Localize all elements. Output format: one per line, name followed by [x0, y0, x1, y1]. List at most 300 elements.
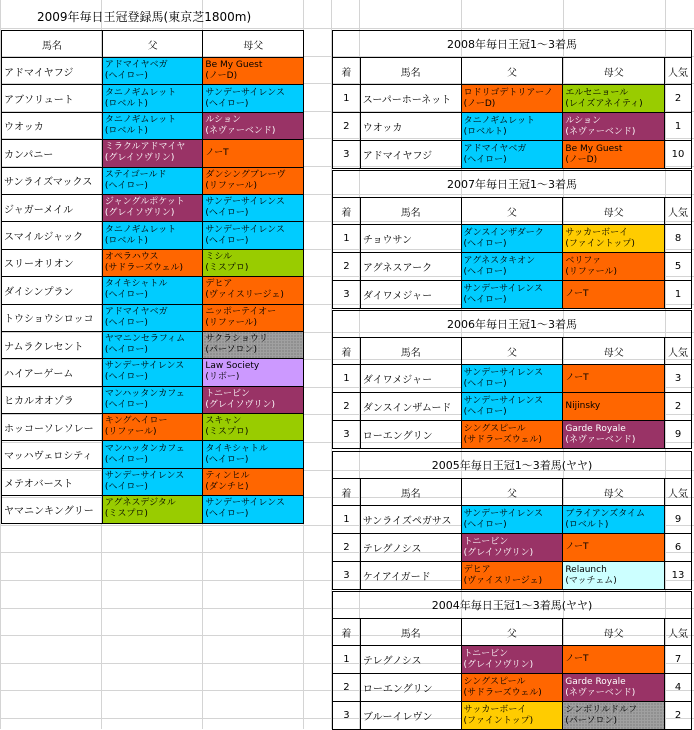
- dam-sire-cell[interactable]: [563, 534, 665, 562]
- dam-sire-cell-line: (ヘイロー): [205, 208, 249, 219]
- horse-row[interactable]: [2, 359, 304, 386]
- column-header[interactable]: 馬名: [360, 479, 461, 506]
- horse-name-cell[interactable]: チョウサン: [360, 225, 461, 253]
- dam-sire-cell[interactable]: [203, 167, 304, 194]
- sire-cell-name: サンデーサイレンス: [104, 361, 185, 372]
- sire-cell-name: マンハッタンカフェ: [104, 443, 185, 454]
- sire-cell[interactable]: [461, 421, 563, 449]
- dam-sire-cell-line: (ネヴァーベンド): [565, 687, 636, 698]
- sire-cell-name: アドマイヤベガ: [104, 306, 168, 317]
- column-header[interactable]: 母父: [563, 479, 665, 506]
- sire-cell[interactable]: [102, 496, 203, 523]
- horse-row[interactable]: [2, 194, 304, 221]
- column-header[interactable]: 母父: [563, 58, 665, 85]
- dam-sire-cell-line: (マッチェム): [565, 575, 617, 586]
- dam-sire-cell-line: (ヘイロー): [205, 235, 249, 246]
- dam-sire-cell-name: Law Society: [205, 361, 260, 372]
- sire-cell[interactable]: [102, 249, 203, 276]
- sire-cell[interactable]: [461, 253, 563, 281]
- result-row[interactable]: [333, 253, 692, 281]
- dam-sire-cell[interactable]: [563, 141, 665, 169]
- sire-cell[interactable]: [461, 281, 563, 309]
- dam-sire-cell-line: (ミスプロ): [205, 427, 249, 438]
- section-title-row: [333, 592, 692, 619]
- dam-sire-cell-name: ニッポーテイオー: [205, 306, 277, 317]
- finish-position-cell[interactable]: 3: [333, 562, 361, 590]
- sire-cell-line: (ロベルト): [463, 126, 507, 137]
- result-row[interactable]: [333, 702, 692, 730]
- dam-sire-cell-name: サッカーボーイ: [565, 227, 629, 238]
- finish-position-cell[interactable]: 1: [333, 225, 361, 253]
- horse-row[interactable]: [2, 222, 304, 249]
- dam-sire-cell-name: Be My Guest: [565, 143, 623, 154]
- popularity-cell[interactable]: 13: [665, 562, 692, 590]
- dam-sire-cell[interactable]: [563, 113, 665, 141]
- dam-sire-cell[interactable]: [563, 393, 665, 421]
- dam-sire-cell[interactable]: [203, 441, 304, 468]
- horse-name-cell[interactable]: サンライズペガサス: [360, 506, 461, 534]
- horse-row[interactable]: [2, 386, 304, 413]
- sheet-title: 2009年毎日王冠登録馬(東京芝1800m): [37, 10, 252, 24]
- dam-sire-cell-line: (ファイントップ): [565, 238, 635, 249]
- horse-name-cell[interactable]: スマイルジャック: [2, 222, 103, 249]
- horse-name-cell[interactable]: ジャガーメイル: [2, 194, 103, 221]
- column-header[interactable]: 着: [333, 479, 361, 506]
- dam-sire-cell-line: (グレイソヴリン): [205, 399, 275, 410]
- horse-name-cell[interactable]: スリーオリオン: [2, 249, 103, 276]
- horse-name-cell[interactable]: ハイアーゲーム: [2, 359, 103, 386]
- dam-sire-cell[interactable]: [203, 222, 304, 249]
- dam-sire-cell-line: (ヘイロー): [205, 98, 249, 109]
- column-header[interactable]: 人気: [665, 619, 692, 646]
- sire-cell-name: シングスピール: [463, 676, 526, 687]
- column-header[interactable]: 馬名: [360, 619, 461, 646]
- dam-sire-cell[interactable]: [563, 421, 665, 449]
- sire-cell-line: (ヘイロー): [104, 290, 148, 301]
- popularity-cell[interactable]: 3: [665, 365, 692, 393]
- sire-cell[interactable]: [102, 112, 203, 139]
- horse-name-cell[interactable]: ローエングリン: [360, 421, 461, 449]
- dam-sire-cell-line: (パーソロン): [565, 715, 617, 726]
- finish-position-cell[interactable]: 2: [333, 253, 361, 281]
- sire-cell-name: アグネスタキオン: [463, 255, 536, 266]
- result-row[interactable]: [333, 365, 692, 393]
- horse-name-cell[interactable]: ウオッカ: [2, 112, 103, 139]
- dam-sire-cell-name: ノーT: [565, 654, 589, 664]
- horse-name-cell[interactable]: スーパーホーネット: [360, 85, 461, 113]
- sire-cell-line: (ヘイロー): [463, 294, 507, 305]
- horse-name-cell[interactable]: ヒカルオオゾラ: [2, 386, 103, 413]
- dam-sire-cell-line: (ネヴァーベンド): [205, 125, 276, 136]
- horse-name-cell[interactable]: ホッコーソレソレー: [2, 414, 103, 441]
- dam-sire-cell-name: ダンシングブレーヴ: [205, 169, 286, 180]
- header-row: [2, 31, 304, 58]
- horse-name-cell[interactable]: ウオッカ: [360, 113, 461, 141]
- dam-sire-cell-name: サンデーサイレンス: [205, 197, 285, 208]
- section-title-row: [333, 452, 692, 479]
- dam-sire-cell[interactable]: [203, 331, 304, 358]
- dam-sire-cell-name: ノーT: [565, 373, 589, 383]
- dam-sire-cell-name: ミシル: [205, 251, 233, 262]
- header-row: [333, 58, 692, 85]
- dam-sire-cell-line: (ネヴァーベンド): [565, 434, 636, 445]
- column-header[interactable]: 父: [461, 619, 563, 646]
- popularity-cell[interactable]: 9: [665, 506, 692, 534]
- horse-row[interactable]: [2, 277, 304, 304]
- sire-cell[interactable]: [102, 222, 203, 249]
- dam-sire-cell[interactable]: [203, 194, 304, 221]
- popularity-cell[interactable]: 5: [665, 253, 692, 281]
- horse-row[interactable]: [2, 140, 304, 167]
- sire-cell-name: サンデーサイレンス: [463, 283, 543, 294]
- horse-name-cell[interactable]: マッハヴェロシティ: [2, 441, 103, 468]
- sire-cell-name: ヤマニンセラフィム: [104, 334, 186, 345]
- sire-cell-name: シングスピール: [463, 423, 526, 434]
- dam-sire-cell[interactable]: [203, 85, 304, 112]
- result-row[interactable]: [333, 225, 692, 253]
- column-header[interactable]: 父: [102, 31, 203, 58]
- dam-sire-cell[interactable]: [563, 674, 665, 702]
- sire-cell[interactable]: [102, 359, 203, 386]
- sire-cell[interactable]: [461, 113, 563, 141]
- sire-cell-name: マンハッタンカフェ: [104, 388, 185, 399]
- sire-cell-name: ミラクルアドマイヤ: [104, 142, 186, 153]
- sire-cell-name: サッカーボーイ: [463, 704, 527, 715]
- horse-name-cell[interactable]: テレグノシス: [360, 534, 461, 562]
- horse-name-cell[interactable]: ダンスインザムード: [360, 393, 461, 421]
- sire-cell[interactable]: [102, 140, 203, 167]
- section-title-row: [333, 311, 692, 338]
- finish-position-cell[interactable]: 3: [333, 421, 361, 449]
- sire-cell-line: (ロベルト): [104, 235, 148, 246]
- sire-cell-name: キングヘイロー: [104, 416, 168, 427]
- dam-sire-cell-line: (ダンチヒ): [205, 482, 249, 493]
- section-title[interactable]: 2007年毎日王冠1～3着馬: [333, 171, 692, 198]
- sire-cell-line: (ヘイロー): [463, 378, 507, 389]
- section-title[interactable]: 2008年毎日王冠1～3着馬: [333, 31, 692, 58]
- sire-cell[interactable]: [102, 331, 203, 358]
- sire-cell-name: ジャングルポケット: [104, 197, 185, 208]
- sire-cell-name: アドマイヤベガ: [463, 143, 527, 154]
- dam-sire-cell-name: ルション: [205, 114, 242, 125]
- result-row[interactable]: [333, 562, 692, 590]
- column-header[interactable]: 人気: [665, 198, 692, 225]
- sire-cell-line: (ヘイロー): [463, 154, 507, 165]
- sire-cell[interactable]: [461, 534, 563, 562]
- horse-name-cell[interactable]: アドマイヤフジ: [2, 58, 103, 85]
- horse-row[interactable]: [2, 304, 304, 331]
- horse-name-cell[interactable]: メテオバースト: [2, 468, 103, 495]
- dam-sire-cell-line: (ノーD): [565, 154, 598, 165]
- header-row: [333, 338, 692, 365]
- column-header[interactable]: 着: [333, 58, 361, 85]
- sire-cell[interactable]: [461, 85, 563, 113]
- sire-cell-line: (ヴァイスリージェ): [463, 575, 543, 586]
- horse-name-cell[interactable]: ダイシンプラン: [2, 277, 103, 304]
- finish-position-cell[interactable]: 1: [333, 85, 361, 113]
- sire-cell[interactable]: [461, 141, 563, 169]
- horse-name-cell[interactable]: アグネスアーク: [360, 253, 461, 281]
- sire-cell[interactable]: [461, 562, 563, 590]
- sire-cell-name: サンデーサイレンス: [463, 395, 544, 406]
- sire-cell-line: (ヘイロー): [104, 399, 148, 410]
- dam-sire-cell[interactable]: [563, 702, 665, 730]
- horse-row[interactable]: [2, 58, 304, 85]
- sire-cell[interactable]: [461, 702, 563, 730]
- dam-sire-cell-line: (リボー): [205, 372, 240, 383]
- sire-cell-line: (グレイソヴリン): [104, 153, 175, 164]
- horse-name-cell[interactable]: ナムラクレセント: [2, 331, 103, 358]
- result-row[interactable]: [333, 506, 692, 534]
- horse-name-cell[interactable]: カンパニー: [2, 140, 103, 167]
- dam-sire-cell[interactable]: [563, 646, 665, 674]
- dam-sire-cell[interactable]: [203, 249, 304, 276]
- dam-sire-cell-name: スキャン: [205, 416, 242, 427]
- dam-sire-cell[interactable]: [563, 562, 665, 590]
- sire-cell-line: (グレイソヴリン): [463, 547, 534, 558]
- horse-row[interactable]: [2, 414, 304, 441]
- horse-name-cell[interactable]: アドマイヤフジ: [360, 141, 461, 169]
- finish-position-cell[interactable]: 2: [333, 113, 361, 141]
- sire-cell-name: ロドリゴデトリアーノ: [463, 87, 553, 98]
- column-header[interactable]: 人気: [665, 338, 692, 365]
- result-row[interactable]: [333, 85, 692, 113]
- popularity-cell[interactable]: 6: [665, 534, 692, 562]
- column-header[interactable]: 人気: [665, 58, 692, 85]
- dam-sire-cell-name: エルセニョール: [565, 87, 629, 98]
- popularity-cell[interactable]: 9: [665, 421, 692, 449]
- horse-row[interactable]: [2, 112, 304, 139]
- sire-cell[interactable]: [102, 58, 203, 85]
- results-table-2: [332, 310, 692, 449]
- sire-cell-name: トニービン: [463, 536, 509, 547]
- dam-sire-cell-line: (パーソロン): [205, 345, 258, 356]
- horse-row[interactable]: [2, 441, 304, 468]
- popularity-cell[interactable]: 8: [665, 225, 692, 253]
- dam-sire-cell-name: ノーT: [565, 289, 589, 299]
- horse-name-cell[interactable]: ダイワメジャー: [360, 281, 461, 309]
- dam-sire-cell[interactable]: [563, 85, 665, 113]
- horse-row[interactable]: [2, 496, 304, 523]
- sire-cell-line: (サドラーズウェル): [463, 687, 542, 698]
- sire-cell-line: (リファール): [104, 427, 157, 438]
- sire-cell[interactable]: [461, 225, 563, 253]
- sire-cell-name: オペラハウス: [104, 251, 159, 262]
- horse-name-cell[interactable]: ダイワメジャー: [360, 365, 461, 393]
- finish-position-cell[interactable]: 3: [333, 281, 361, 309]
- result-row[interactable]: [333, 113, 692, 141]
- column-header[interactable]: 馬名: [360, 338, 461, 365]
- dam-sire-cell-name: ノーT: [205, 147, 229, 158]
- horse-name-cell[interactable]: ローエングリン: [360, 674, 461, 702]
- sire-cell[interactable]: [102, 386, 203, 413]
- sire-cell-name: デヒア: [463, 564, 491, 575]
- sire-cell-line: (ヘイロー): [463, 519, 507, 530]
- dam-sire-cell[interactable]: [203, 386, 304, 413]
- horse-name-cell[interactable]: トウショウシロッコ: [2, 304, 103, 331]
- sire-cell[interactable]: [102, 304, 203, 331]
- sire-cell[interactable]: [102, 468, 203, 495]
- dam-sire-cell[interactable]: [563, 365, 665, 393]
- sire-cell-name: ダンスインザダーク: [463, 227, 544, 238]
- result-row[interactable]: [333, 393, 692, 421]
- dam-sire-cell[interactable]: [203, 304, 304, 331]
- horse-row[interactable]: [2, 249, 304, 276]
- column-header[interactable]: 母父: [563, 338, 665, 365]
- dam-sire-cell[interactable]: [563, 506, 665, 534]
- finish-position-cell[interactable]: 2: [333, 674, 361, 702]
- header-row: [333, 479, 692, 506]
- dam-sire-cell-line: (ヘイロー): [205, 454, 249, 465]
- popularity-cell[interactable]: 2: [665, 702, 692, 730]
- sire-cell-line: (ヘイロー): [104, 345, 148, 356]
- result-row[interactable]: [333, 674, 692, 702]
- result-row[interactable]: [333, 646, 692, 674]
- dam-sire-cell-name: Garde Royale: [565, 676, 626, 687]
- dam-sire-cell-name: ベリファ: [565, 255, 602, 266]
- sire-cell[interactable]: [461, 365, 563, 393]
- horse-row[interactable]: [2, 85, 304, 112]
- dam-sire-cell-line: (ミスプロ): [205, 262, 249, 273]
- horse-name-cell[interactable]: ケイアイガード: [360, 562, 461, 590]
- sire-cell[interactable]: [461, 393, 563, 421]
- column-header[interactable]: 母父: [563, 619, 665, 646]
- finish-position-cell[interactable]: 1: [333, 365, 361, 393]
- dam-sire-cell[interactable]: [203, 112, 304, 139]
- dam-sire-cell[interactable]: [203, 277, 304, 304]
- sire-cell[interactable]: [102, 441, 203, 468]
- sire-cell[interactable]: [461, 646, 563, 674]
- column-header[interactable]: 着: [333, 198, 361, 225]
- dam-sire-cell[interactable]: [563, 253, 665, 281]
- popularity-cell[interactable]: 4: [665, 674, 692, 702]
- dam-sire-cell[interactable]: [563, 281, 665, 309]
- dam-sire-cell[interactable]: [203, 58, 304, 85]
- sire-cell-name: タニノギムレット: [104, 114, 177, 125]
- dam-sire-cell-name: Nijinsky: [565, 401, 601, 411]
- results-table-0: [332, 30, 692, 169]
- column-header[interactable]: 馬名: [360, 198, 461, 225]
- column-header[interactable]: 母父: [563, 198, 665, 225]
- result-row[interactable]: [333, 534, 692, 562]
- popularity-cell[interactable]: 10: [665, 141, 692, 169]
- dam-sire-cell[interactable]: [203, 468, 304, 495]
- column-header[interactable]: 父: [461, 338, 563, 365]
- horse-name-cell[interactable]: テレグノシス: [360, 646, 461, 674]
- column-header[interactable]: 母父: [203, 31, 304, 58]
- dam-sire-cell[interactable]: [203, 414, 304, 441]
- sire-cell-line: (サドラーズウェル): [104, 262, 184, 273]
- horse-name-cell[interactable]: ヤマニンキングリー: [2, 496, 103, 523]
- dam-sire-cell-name: Be My Guest: [205, 60, 263, 71]
- column-header[interactable]: 人気: [665, 479, 692, 506]
- dam-sire-cell-name: ノーT: [565, 542, 589, 552]
- section-title[interactable]: 2005年毎日王冠1～3着馬(ヤヤ): [333, 452, 692, 479]
- horse-row[interactable]: [2, 167, 304, 194]
- finish-position-cell[interactable]: 3: [333, 702, 361, 730]
- section-title[interactable]: 2004年毎日王冠1～3着馬(ヤヤ): [333, 592, 692, 619]
- dam-sire-cell-name: トニービン: [205, 388, 251, 399]
- sire-cell-line: (ヘイロー): [104, 317, 148, 328]
- sire-cell[interactable]: [102, 277, 203, 304]
- horse-name-cell[interactable]: ブルーイレヴン: [360, 702, 461, 730]
- popularity-cell[interactable]: 7: [665, 646, 692, 674]
- sire-cell[interactable]: [102, 85, 203, 112]
- sire-cell-name: サンデーサイレンス: [463, 508, 544, 519]
- popularity-cell[interactable]: 2: [665, 85, 692, 113]
- column-header[interactable]: 父: [461, 479, 563, 506]
- sire-cell-name: タニノギムレット: [104, 87, 177, 98]
- dam-sire-cell-name: タイキシャトル: [205, 443, 268, 454]
- sire-cell-line: (サドラーズウェル): [463, 434, 542, 445]
- dam-sire-cell-line: (ヘイロー): [205, 509, 249, 520]
- horse-row[interactable]: [2, 468, 304, 495]
- column-header[interactable]: 着: [333, 619, 361, 646]
- sire-cell-name: サンデーサイレンス: [463, 367, 544, 378]
- finish-position-cell[interactable]: 2: [333, 393, 361, 421]
- column-header[interactable]: 父: [461, 198, 563, 225]
- sire-cell-name: ステイゴールド: [104, 169, 167, 180]
- sire-cell-line: (ヘイロー): [104, 482, 148, 493]
- result-row[interactable]: [333, 141, 692, 169]
- column-header[interactable]: 着: [333, 338, 361, 365]
- dam-sire-cell[interactable]: [563, 225, 665, 253]
- dam-sire-cell[interactable]: [203, 359, 304, 386]
- dam-sire-cell-name: ルション: [565, 115, 602, 126]
- section-title-row: [333, 31, 692, 58]
- horse-name-cell[interactable]: アブソリュート: [2, 85, 103, 112]
- column-header[interactable]: 馬名: [360, 58, 461, 85]
- result-row[interactable]: [333, 421, 692, 449]
- sire-cell-name: タニノギムレット: [463, 115, 536, 126]
- sire-cell-line: (ファイントップ): [463, 715, 534, 726]
- sire-cell-name: タイキシャトル: [104, 279, 168, 290]
- dam-sire-cell-name: サクラショウリ: [205, 334, 268, 345]
- horse-name-cell[interactable]: サンライズマックス: [2, 167, 103, 194]
- popularity-cell[interactable]: 2: [665, 393, 692, 421]
- sire-cell[interactable]: [102, 414, 203, 441]
- sire-cell-line: (ヘイロー): [463, 406, 507, 417]
- sire-cell-name: トニービン: [463, 648, 509, 659]
- dam-sire-cell-line: (リファール): [565, 266, 617, 277]
- finish-position-cell[interactable]: 1: [333, 646, 361, 674]
- finish-position-cell[interactable]: 1: [333, 506, 361, 534]
- dam-sire-cell[interactable]: [203, 496, 304, 523]
- sire-cell[interactable]: [102, 167, 203, 194]
- sire-cell-name: アドマイヤベガ: [104, 60, 168, 71]
- sire-cell-line: (ノーD): [463, 98, 496, 109]
- dam-sire-cell-line: (リファール): [205, 180, 258, 191]
- sire-cell-line: (ヘイロー): [104, 180, 148, 191]
- sire-cell[interactable]: [102, 194, 203, 221]
- horse-row[interactable]: [2, 331, 304, 358]
- column-header[interactable]: 馬名: [2, 31, 103, 58]
- popularity-cell[interactable]: 1: [665, 281, 692, 309]
- result-row[interactable]: [333, 281, 692, 309]
- dam-sire-cell-name: ティンヒル: [205, 471, 250, 482]
- sire-cell-line: (ヘイロー): [104, 372, 148, 383]
- sire-cell[interactable]: [461, 506, 563, 534]
- column-header[interactable]: 父: [461, 58, 563, 85]
- finish-position-cell[interactable]: 2: [333, 534, 361, 562]
- sire-cell-line: (ミスプロ): [104, 509, 148, 520]
- sire-cell-line: (ロベルト): [104, 125, 148, 136]
- popularity-cell[interactable]: 1: [665, 113, 692, 141]
- dam-sire-cell[interactable]: [203, 140, 304, 167]
- section-title[interactable]: 2006年毎日王冠1～3着馬: [333, 311, 692, 338]
- sire-cell[interactable]: [461, 674, 563, 702]
- finish-position-cell[interactable]: 3: [333, 141, 361, 169]
